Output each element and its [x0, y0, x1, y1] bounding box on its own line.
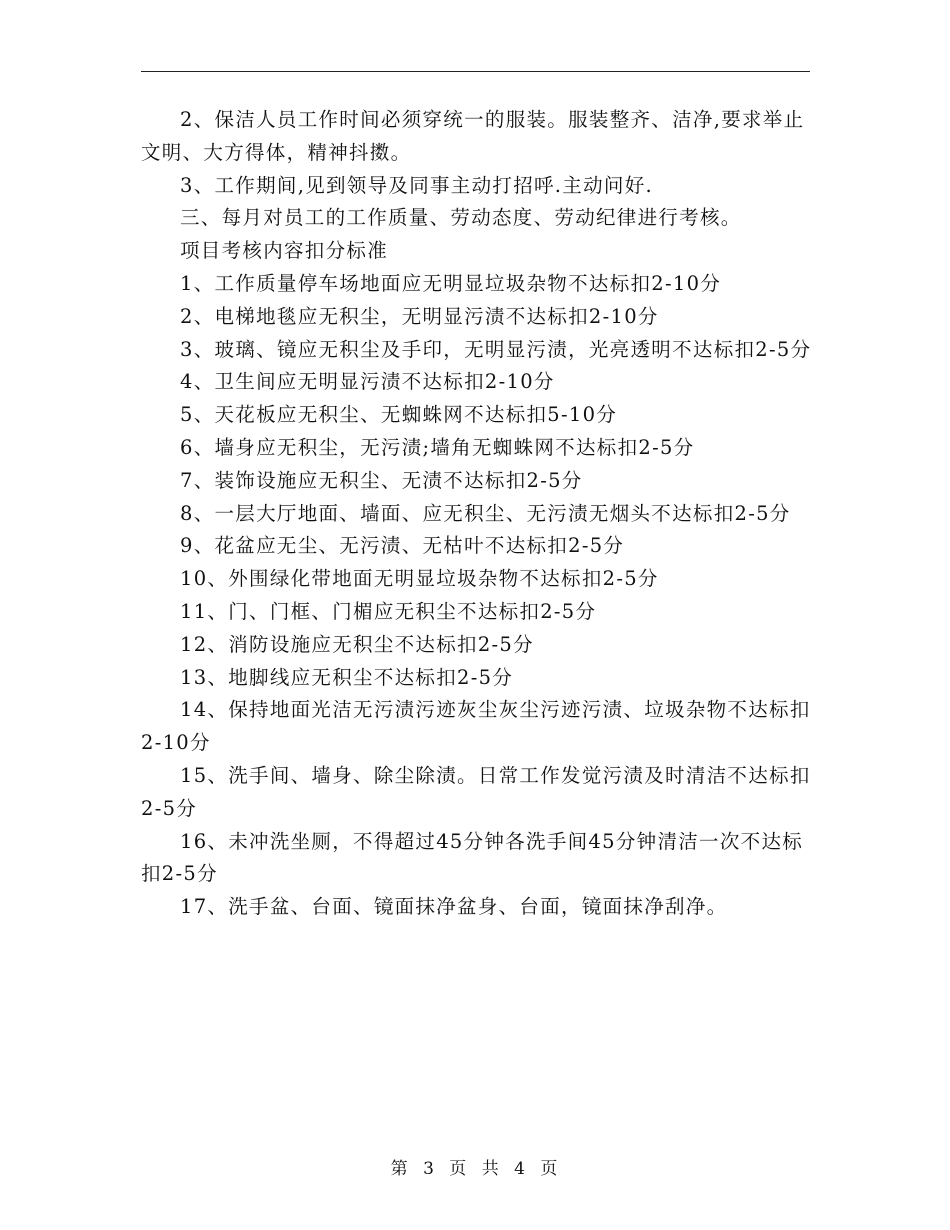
table-caption: 项目考核内容扣分标准: [180, 239, 389, 263]
paragraph: 3、工作期间,见到领导及同事主动打招呼.主动问好.: [180, 173, 654, 197]
list-item: 5、天花板应无积尘、无蜘蛛网不达标扣5-10分: [180, 403, 618, 427]
list-item: 4、卫生间应无明显污渍不达标扣2-10分: [180, 370, 555, 394]
header-divider: [141, 71, 810, 72]
list-item: 15、洗手间、墙身、除尘除渍。日常工作发觉污渍及时清洁不达标扣2-5分: [141, 763, 811, 820]
list-item: 1、工作质量停车场地面应无明显垃圾杂物不达标扣2-10分: [180, 271, 722, 295]
list-item: 11、门、门框、门楣应无积尘不达标扣2-5分: [180, 599, 597, 623]
list-item: 13、地脚线应无积尘不达标扣2-5分: [180, 665, 514, 689]
page-number: 第 3 页 共 4 页: [390, 1159, 560, 1179]
list-item: 14、保持地面光洁无污渍污迹灰尘灰尘污迹污渍、垃圾杂物不达标扣2-10分: [141, 698, 811, 755]
list-item: 8、一层大厅地面、墙面、应无积尘、无污渍无烟头不达标扣2-5分: [180, 501, 791, 525]
list-item: 17、洗手盆、台面、镜面抹净盆身、台面，镜面抹净刮净。: [180, 895, 728, 919]
document-body: [141, 104, 813, 924]
list-item: 16、未冲洗坐厕，不得超过45分钟各洗手间45分钟清洁一次不达标扣2-5分: [141, 829, 804, 886]
paragraph: 2、保洁人员工作时间必须穿统一的服装。服装整齐、洁净,要求举止文明、大方得体，精神抖擞。: [141, 108, 805, 164]
list-item: 3、玻璃、镜应无积尘及手印，无明显污渍，光亮透明不达标扣2-5分: [180, 337, 812, 361]
list-item: 12、消防设施应无积尘不达标扣2-5分: [180, 632, 534, 656]
list-item: 6、墙身应无积尘，无污渍;墙角无蜘蛛网不达标扣2-5分: [180, 435, 695, 459]
list-item: 2、电梯地毯应无积尘，无明显污渍不达标扣2-10分: [180, 304, 659, 328]
list-item: 10、外围绿化带地面无明显垃圾杂物不达标扣2-5分: [180, 567, 659, 591]
section-heading: 三、每月对员工的工作质量、劳动态度、劳动纪律进行考核。: [180, 206, 742, 230]
list-item: 9、花盆应无尘、无污渍、无枯叶不达标扣2-5分: [180, 534, 625, 558]
list-item: 7、装饰设施应无积尘、无渍不达标扣2-5分: [180, 468, 583, 492]
